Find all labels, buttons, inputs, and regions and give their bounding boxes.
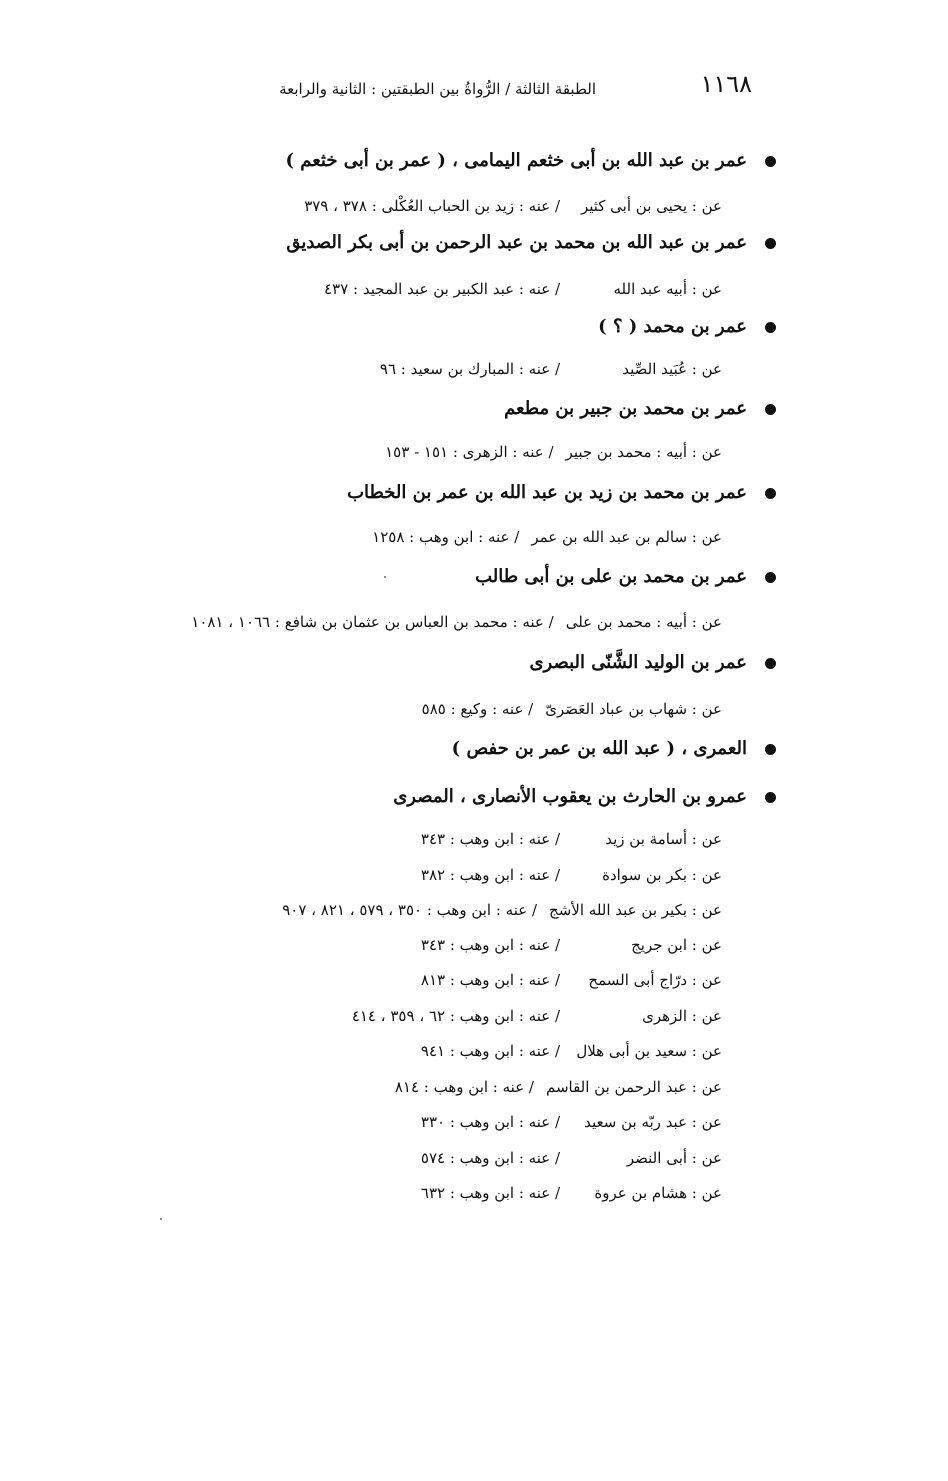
narrator-line: عن : عبد ربّه بن سعيد/ عنه : ابن وهب : ٣٣٠ bbox=[420, 1113, 722, 1131]
running-head: الطبقة الثالثة / الرُّواةُ بين الطبقتين : الثانية والرابعة bbox=[279, 80, 596, 98]
narrator-line: عن : هشام بن عروة/ عنه : ابن وهب : ٦٣٢ bbox=[420, 1184, 722, 1202]
narrator-line: عن : أبى النضر/ عنه : ابن وهب : ٥٧٤ bbox=[420, 1149, 722, 1167]
narrator-line: عن : أبيه : محمد بن جبير/ عنه : الزهرى : ١٥١ - ١٥٣ bbox=[385, 443, 722, 461]
bullet-icon bbox=[765, 404, 776, 415]
bullet-icon bbox=[765, 322, 776, 333]
entry-heading: عمر بن محمد بن جبير بن مطعم bbox=[156, 398, 776, 419]
narrator-line: عن : الزهرى/ عنه : ابن وهب : ٦٢ ، ٣٥٩ ، ٤١٤ bbox=[351, 1007, 722, 1025]
narrator-line: عن : بكر بن سوادة/ عنه : ابن وهب : ٣٨٢ bbox=[420, 866, 722, 884]
bullet-icon bbox=[765, 792, 776, 803]
bullet-icon bbox=[765, 488, 776, 499]
page-number: ١١٦٨ bbox=[700, 70, 752, 98]
scan-speck bbox=[384, 576, 386, 578]
scan-speck bbox=[160, 1218, 162, 1220]
narrator-line: عن : ابن جريج/ عنه : ابن وهب : ٣٤٣ bbox=[420, 936, 722, 954]
narrator-line: عن : أسامة بن زيد/ عنه : ابن وهب : ٣٤٣ bbox=[420, 830, 722, 848]
bullet-icon bbox=[765, 658, 776, 669]
bullet-icon bbox=[765, 744, 776, 755]
page-header bbox=[0, 70, 948, 106]
narrator-line: عن : أبيه : محمد بن على/ عنه : محمد بن العباس بن عثمان بن شافع : ١٠٦٦ ، ١٠٨١ bbox=[191, 613, 722, 631]
entry-heading: عمر بن عبد الله بن محمد بن عبد الرحمن بن أبى بكر الصديق bbox=[156, 232, 776, 253]
narrator-line: عن : درّاج أبى السمح/ عنه : ابن وهب : ٨١٣ bbox=[420, 971, 722, 989]
entry-heading: عمرو بن الحارث بن يعقوب الأنصارى ، المصرى bbox=[156, 786, 776, 807]
entry-heading: عمر بن محمد ( ؟ ) bbox=[156, 316, 776, 337]
narrator-line: عن : عبد الرحمن بن القاسم/ عنه : ابن وهب : ٨١٤ bbox=[394, 1078, 722, 1096]
bullet-icon bbox=[765, 156, 776, 167]
bullet-icon bbox=[765, 572, 776, 583]
entry-heading: عمر بن محمد بن على بن أبى طالب bbox=[156, 566, 776, 587]
narrator-line: عن : عُبَيد الصِّيد/ عنه : المبارك بن سعيد : ٩٦ bbox=[379, 360, 722, 378]
entry-heading: العمرى ، ( عبد الله بن عمر بن حفص ) bbox=[156, 738, 776, 759]
narrator-line: عن : أبيه عبد الله/ عنه : عبد الكبير بن عبد المجيد : ٤٣٧ bbox=[324, 280, 722, 298]
narrator-line: عن : سالم بن عبد الله بن عمر/ عنه : ابن وهب : ١٢٥٨ bbox=[372, 528, 722, 546]
narrator-line: عن : سعيد بن أبى هلال/ عنه : ابن وهب : ٩٤١ bbox=[420, 1042, 722, 1060]
entry-heading: عمر بن عبد الله بن أبى خثعم اليمامى ، ( عمر بن أبى خثعم ) bbox=[156, 150, 776, 171]
bullet-icon bbox=[765, 238, 776, 249]
entry-heading: عمر بن محمد بن زيد بن عبد الله بن عمر بن الخطاب bbox=[156, 482, 776, 503]
narrator-line: عن : شهاب بن عباد العَصَرىّ/ عنه : وكيع : ٥٨٥ bbox=[421, 700, 722, 718]
narrator-line: عن : بكير بن عبد الله الأشج/ عنه : ابن وهب : ٣٥٠ ، ٥٧٩ ، ٨٢١ ، ٩٠٧ bbox=[282, 901, 722, 919]
entry-heading: عمر بن الوليد الشَّنّى البصرى bbox=[156, 652, 776, 673]
narrator-line: عن : يحيى بن أبى كثير/ عنه : زيد بن الحباب العُكْلى : ٣٧٨ ، ٣٧٩ bbox=[304, 197, 722, 215]
